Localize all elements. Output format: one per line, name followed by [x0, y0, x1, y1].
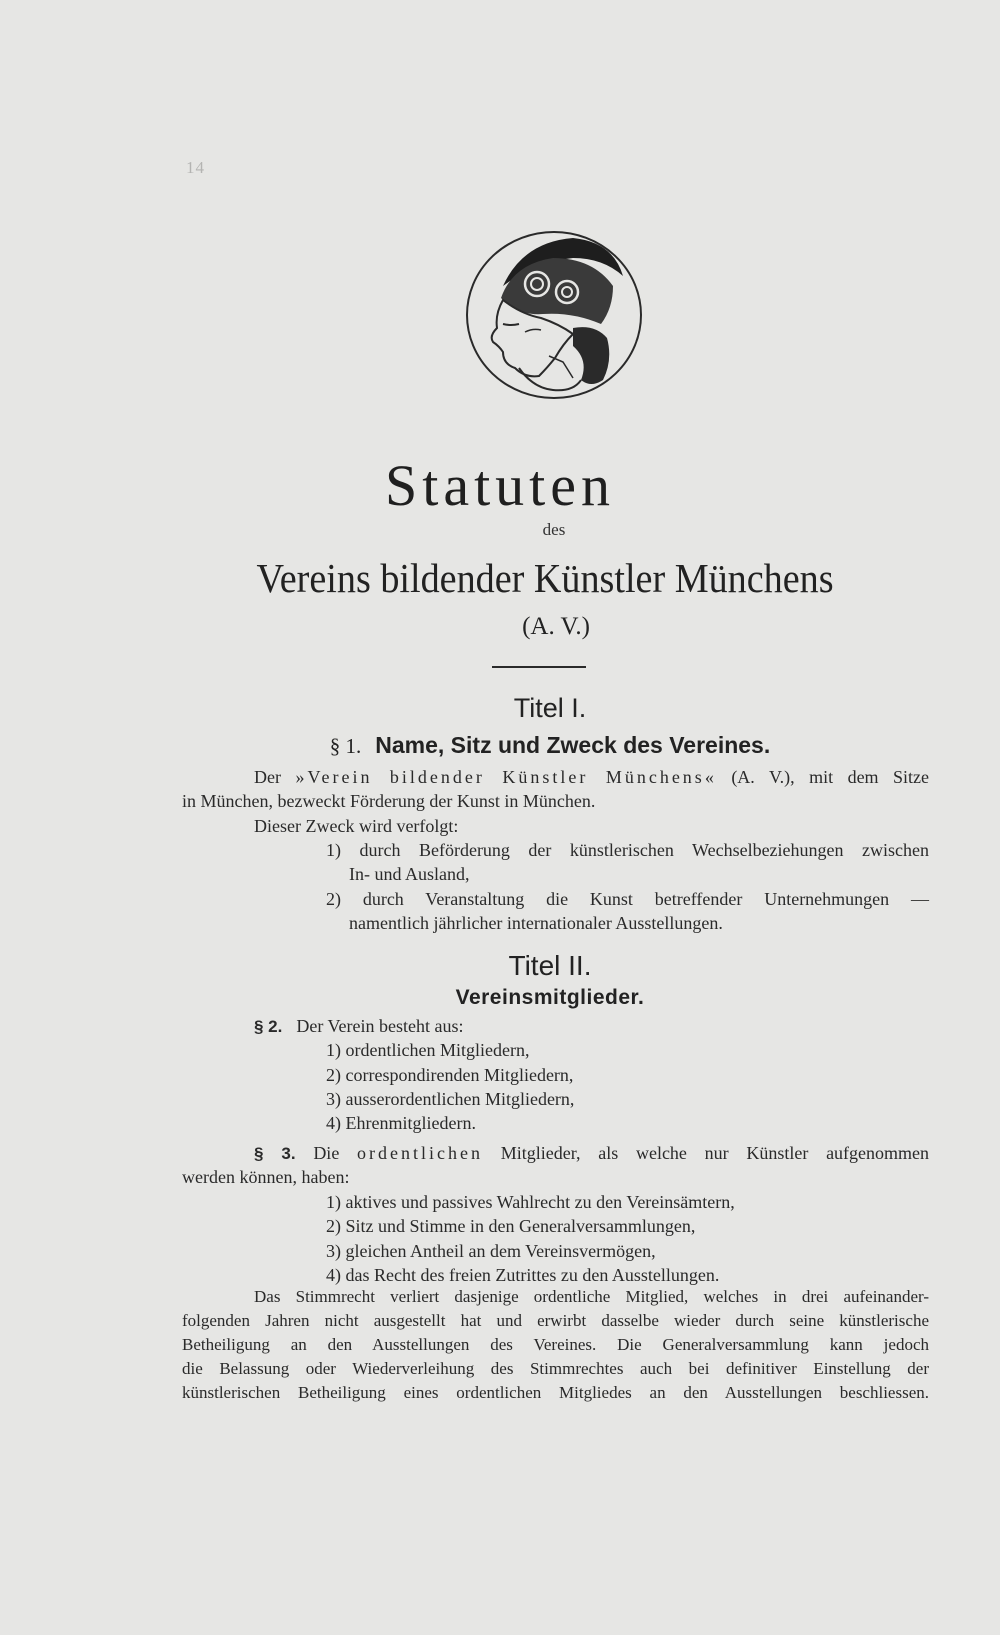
right-item-2: 2) Sitz und Stimme in den Generalversammlungen,: [326, 1216, 696, 1236]
members-heading: Vereinsmitglieder.: [455, 986, 645, 1009]
closing-line-4: die Belassung oder Wiederverleihung des Stimmrechtes auch bei definitiver Einstellung der: [182, 1359, 929, 1378]
list-item-2-line-1: 2) durch Veranstaltung die Kunst betreffender Unternehmungen —: [326, 889, 929, 909]
s3-spaced-word: ordentlichen: [357, 1143, 484, 1163]
document-title: Statuten: [384, 453, 616, 518]
athena-head-emblem: [463, 228, 645, 402]
section-mark: § 1.: [329, 734, 362, 758]
member-type-4: 4) Ehrenmitgliedern.: [326, 1113, 476, 1133]
closing-line-1: Das Stimmrecht verliert dasjenige ordentliche Mitglied, welches in drei aufeinander-: [254, 1287, 929, 1306]
member-type-3: 3) ausserordentlichen Mitgliedern,: [326, 1089, 575, 1109]
closing-line-3: Betheiligung an den Ausstellungen des Vereines. Die Generalversammlung kann jedoch: [182, 1335, 929, 1354]
list-item-2-line-2: namentlich jährlicher internationaler Ausstellungen.: [349, 913, 723, 933]
member-type-1: 1) ordentlichen Mitgliedern,: [326, 1040, 530, 1060]
s2-mark: § 2.: [254, 1017, 283, 1036]
s2-intro-line: § 2. Der Verein besteht aus:: [254, 1016, 464, 1036]
right-item-3: 3) gleichen Antheil an dem Vereinsvermögen,: [326, 1241, 656, 1261]
right-item-4: 4) das Recht des freien Zutrittes zu den Ausstellungen.: [326, 1265, 720, 1285]
abbreviation: (A. V.): [522, 613, 590, 640]
s3-mark: § 3.: [254, 1144, 296, 1163]
association-name: »Verein bildender Künstler Münchens«: [295, 767, 717, 787]
closing-line-2: folgenden Jahren nicht ausgestellt hat und erwirbt dasselbe wieder durch seine künstlerische: [182, 1311, 929, 1330]
p1-line-2: in München, bezweckt Förderung der Kunst in München.: [182, 791, 596, 811]
section-heading-titel-1: Titel I.: [513, 693, 587, 723]
page-number: 14: [186, 158, 205, 177]
right-item-1: 1) aktives und passives Wahlrecht zu den Vereinsämtern,: [326, 1192, 735, 1212]
section-heading-titel-2: Titel II.: [508, 950, 592, 981]
member-type-2: 2) correspondirenden Mitgliedern,: [326, 1065, 574, 1085]
closing-line-5: künstlerischen Betheiligung eines ordentlichen Mitgliedes an den Ausstellungen beschliessen.: [182, 1383, 929, 1402]
divider-rule: [492, 666, 586, 668]
document-subtitle: Vereins bildender Künstler Münchens: [256, 555, 834, 601]
list-item-1-line-1: 1) durch Beförderung der künstlerischen Wechselbeziehungen zwischen: [326, 840, 929, 860]
s3-line-1: § 3. Die ordentlichen Mitglieder, als welche nur Künstler aufgenommen: [254, 1143, 930, 1163]
p1-line-1: Der »Verein bildender Künstler Münchens« (A. V.), mit dem Sitze: [254, 767, 930, 787]
title-des: des: [542, 520, 566, 539]
list-item-1-line-2: In- und Ausland,: [349, 864, 470, 884]
p2-line: Dieser Zweck wird verfolgt:: [254, 816, 459, 836]
paragraph-1-heading: [0, 732, 1000, 759]
s3-line-2: werden können, haben:: [182, 1167, 350, 1187]
paragraph-1-title: Name, Sitz und Zweck des Vereines.: [375, 732, 771, 758]
